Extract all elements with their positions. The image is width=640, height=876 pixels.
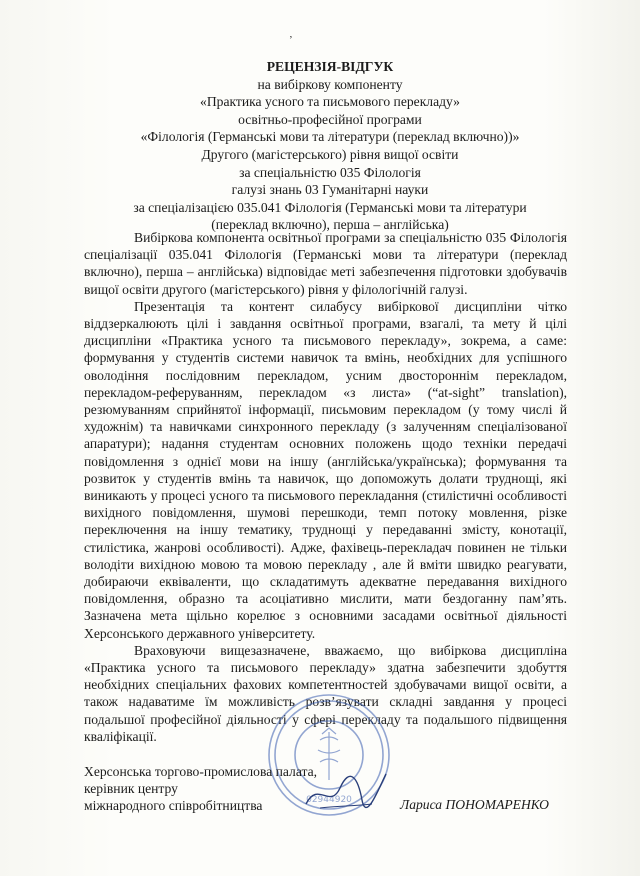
signature-role-line1: керівник центру — [84, 781, 178, 797]
document-title: РЕЦЕНЗІЯ-ВІДГУК — [266, 59, 394, 74]
header-line: освітньо-професійної програми — [238, 111, 422, 127]
paragraph: Враховуючи вищезазначене, вважаємо, що вибіркова дисципліна «Практика усного та письмового перекладу» здатна забезпечити здобуття необхідних спеціальних фахових компетентностей здобувачами вищої освіти, а також надаватиме їм можливість розв’язувати складні завдання у процесі подальшої професійної діяльності у сфері перекладу та подальшого підвищення кваліфікації. — [84, 642, 567, 744]
signature-name: Лариса ПОНОМАРЕНКО — [400, 797, 549, 812]
header-line: галузі знань 03 Гуманітарні науки — [231, 182, 429, 198]
header-line: (переклад включно), перша – англійська) — [211, 217, 449, 233]
header-line: за спеціалізацією 035.041 Філологія (Германські мови та літератури — [133, 199, 527, 215]
header-line: Другого (магістерського) рівня вищої освіти — [201, 146, 459, 162]
signature-org: Херсонська торгово-промислова палата, — [84, 764, 318, 779]
stamp-code: 02944920 — [306, 795, 352, 805]
header-line: на вибіркову компоненту — [257, 76, 403, 92]
paragraph: Презентація та контент силабусу вибіркової дисципліни чітко віддзеркалюють цілі і завдання освітньої програми, взагалі, та мету й цілі дисципліни «Практика усного та письмового перекладу», зокрема, а саме: формування у студентів системи навичок та вмінь, необхідних для успішного оволодіння послідовним перекладом, усним двостороннім перекладом, перекладом-реферуванням, перекладом «з листа» (“at-sight” translation), резюмуванням сприйнятої інформації, письмовим перекладом (у тому числі й художнім) та навичками синхронного перекладу (з залученням спеціалізованої апаратури); надання студентам основних положень щодо техніки передачі повідомлення з однієї мови на іншу (англійська/українська); формування та розвиток у студентів вмінь та навичок, що допоможуть долати труднощі, які виникають у процесі усного та письмового перекладання (стилістичні особливості вихідного повідомлення, шумові перешкоди, темп потоку мовлення, різке переключення на іншу тематику, труднощі у передаванні змісту, конотації, стилістика, жанрові особливості). Адже, фахівець-перекладач повинен не тільки володіти вихідною мовою та мовою перекладу , але й вміти швидко реагувати, добираючи еквіваленти, що складатимуть адекватне передавання вихідного повідомлення, образно та асоціативно мислити, мати бездоганну пам’ять. Зазначена мета щільно корелює з основними засадами освітньої діяльності Херсонського державного університету. — [84, 298, 567, 641]
document-header — [60, 58, 600, 234]
signature-role-line2: міжнародного співробітництва — [84, 798, 263, 814]
header-line: «Практика усного та письмового перекладу» — [200, 94, 460, 110]
page-mark: ʼ — [289, 34, 293, 46]
document-body — [84, 229, 567, 745]
header-line: за спеціальністю 035 Філологія — [239, 164, 421, 180]
paragraph: Вибіркова компонента освітньої програми за спеціальністю 035 Філологія спеціалізації 035.041 Філологія (Германські мови та літератури (переклад включно), перша – англійська) відповідає меті забезпечення підготовки здобувачів вищої освіти другого (магістерського) рівня у філологічній галузі. — [84, 230, 567, 297]
header-line: «Філологія (Германські мови та літератури (переклад включно))» — [140, 129, 520, 145]
